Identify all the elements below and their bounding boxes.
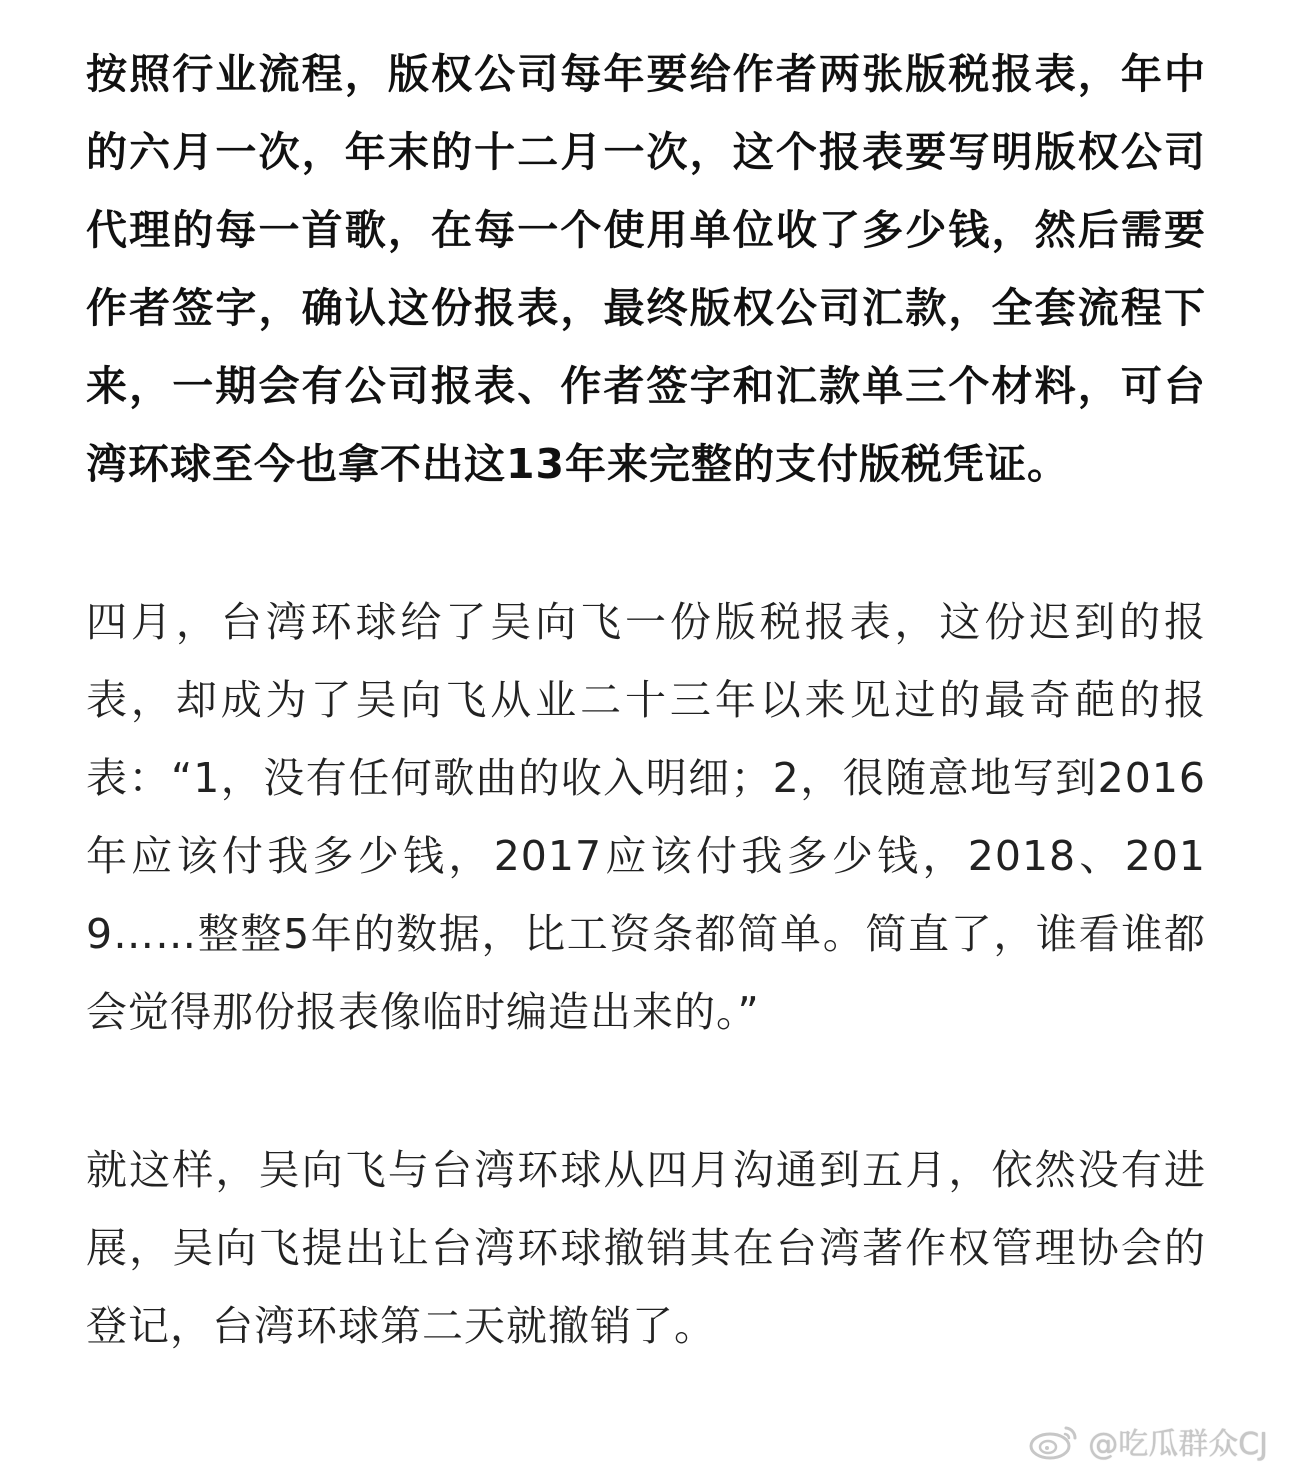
article-body <box>86 35 1206 1365</box>
paragraph-3: 就这样，吴向飞与台湾环球从四月沟通到五月，依然没有进展，吴向飞提出让台湾环球撤销其在台湾著作权管理协会的登记，台湾环球第二天就撤销了。 <box>86 1146 1206 1350</box>
paragraph-2: 四月，台湾环球给了吴向飞一份版税报表，这份迟到的报表，却成为了吴向飞从业二十三年以来见过的最奇葩的报表：“1，没有任何歌曲的收入明细；2，很随意地写到2016年应该付我多少钱，2017应该付我多少钱，2018、2019……整整5年的数据，比工资条都简单。简直了，谁看谁都会觉得那份报表像临时编造出来的。” <box>86 598 1206 1036</box>
weibo-logo-icon <box>1028 1422 1080 1460</box>
watermark-text: @吃瓜群众CJ <box>1088 1427 1268 1462</box>
paragraph-1: 按照行业流程，版权公司每年要给作者两张版税报表，年中的六月一次，年末的十二月一次，这个报表要写明版权公司代理的每一首歌，在每一个使用单位收了多少钱，然后需要作者签字，确认这份报表，最终版权公司汇款，全套流程下来，一期会有公司报表、作者签字和汇款单三个材料，可台湾环球至今也拿不出这13年来完整的支付版税凭证。 <box>86 50 1206 488</box>
watermark <box>1028 1419 1268 1463</box>
